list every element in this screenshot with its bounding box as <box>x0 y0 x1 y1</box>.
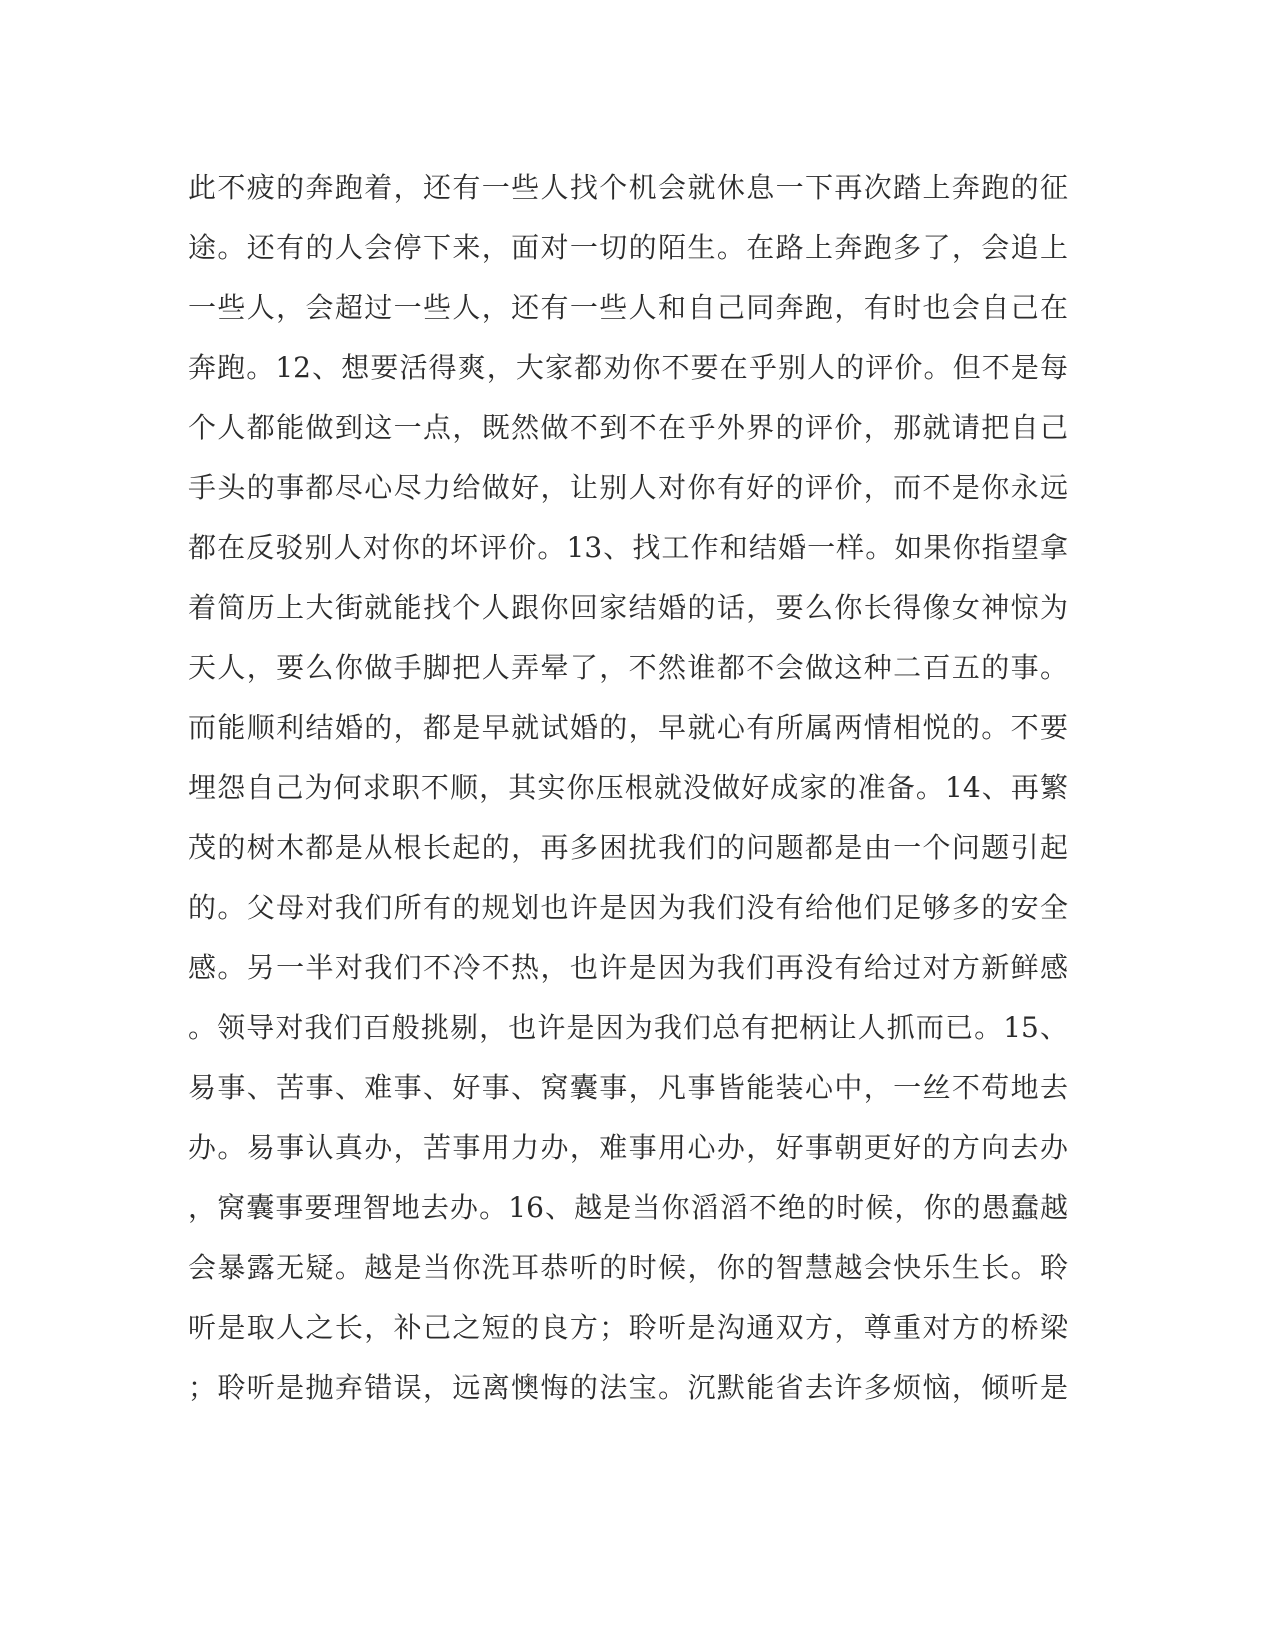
text-line: ；聆听是抛弃错误，远离懊悔的法宝。沉默能省去许多烦恼，倾听是 <box>188 1371 1068 1404</box>
text-line: 此不疲的奔跑着，还有一些人找个机会就休息一下再次踏上奔跑的征 <box>188 171 1068 204</box>
text-line: 天人，要么你做手脚把人弄晕了，不然谁都不会做这种二百五的事。 <box>188 651 1068 684</box>
text-line: 途。还有的人会停下来，面对一切的陌生。在路上奔跑多了，会追上 <box>188 231 1068 264</box>
body-text <box>188 158 1068 1418</box>
text-line: 感。另一半对我们不冷不热，也许是因为我们再没有给过对方新鲜感 <box>188 951 1068 984</box>
text-line: 都在反驳别人对你的坏评价。13、找工作和结婚一样。如果你指望拿 <box>188 531 1068 564</box>
text-line: 的。父母对我们所有的规划也许是因为我们没有给他们足够多的安全 <box>188 891 1068 924</box>
text-line: 手头的事都尽心尽力给做好，让别人对你有好的评价，而不是你永远 <box>188 471 1068 504</box>
text-line: 一些人，会超过一些人，还有一些人和自己同奔跑，有时也会自己在 <box>188 291 1068 324</box>
text-line: ，窝囊事要理智地去办。16、越是当你滔滔不绝的时候，你的愚蠢越 <box>188 1191 1068 1224</box>
text-line: 易事、苦事、难事、好事、窝囊事，凡事皆能装心中，一丝不苟地去 <box>188 1071 1068 1104</box>
text-line: 茂的树木都是从根长起的，再多困扰我们的问题都是由一个问题引起 <box>188 831 1068 864</box>
text-line: 个人都能做到这一点，既然做不到不在乎外界的评价，那就请把自己 <box>188 411 1068 444</box>
text-line: 听是取人之长，补己之短的良方；聆听是沟通双方，尊重对方的桥梁 <box>188 1311 1068 1344</box>
text-line: 埋怨自己为何求职不顺，其实你压根就没做好成家的准备。14、再繁 <box>188 771 1068 804</box>
text-line: 。领导对我们百般挑剔，也许是因为我们总有把柄让人抓而已。15、 <box>188 1011 1068 1044</box>
text-line: 着简历上大街就能找个人跟你回家结婚的话，要么你长得像女神惊为 <box>188 591 1068 624</box>
text-line: 办。易事认真办，苦事用力办，难事用心办，好事朝更好的方向去办 <box>188 1131 1068 1164</box>
text-line: 会暴露无疑。越是当你洗耳恭听的时候，你的智慧越会快乐生长。聆 <box>188 1251 1068 1284</box>
text-line: 奔跑。12、想要活得爽，大家都劝你不要在乎别人的评价。但不是每 <box>188 351 1068 384</box>
text-line: 而能顺利结婚的，都是早就试婚的，早就心有所属两情相悦的。不要 <box>188 711 1068 744</box>
